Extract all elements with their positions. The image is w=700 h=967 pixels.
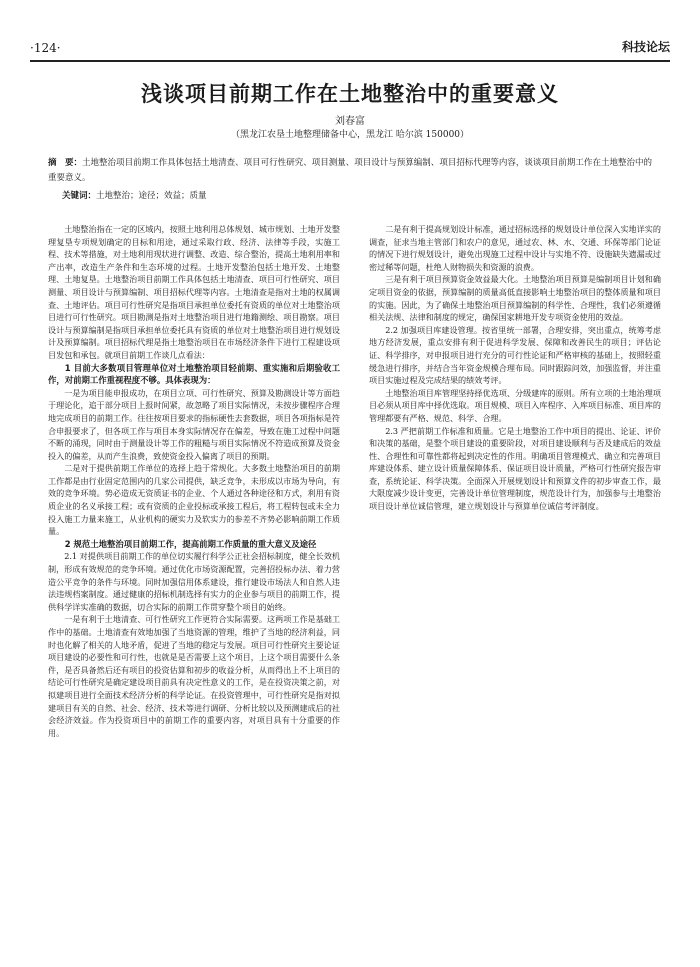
- body-paragraph: 一是为项目能申报成功，在项目立项、可行性研究、预算及勘测设计等方面趋于理论化，追于部分项目上报时间紧，故忽略了项目实际情况，未按步骤程序合理地完成项目的前期工作。往往按项目要求的指标硬性去套数据，项目各项指标是符合申报要求了，但各项工作与项目本身实际情况存在偏差，导致在施工过程中问题不断的涌现，同时由于测量设计等工作的粗糙与项目实际情况不符造成预算及资金投入的偏差，从而产生浪费，致使资金投入偏离了项目的预期。: [48, 387, 340, 461]
- left-text-column: [48, 223, 340, 739]
- abstract: [48, 156, 652, 186]
- right-text-column: [369, 223, 661, 513]
- abstract-label: 摘 要：: [48, 158, 83, 168]
- abstract-text: 土地整治项目前期工作具体包括土地清查、项目可行性研究、项目测量、项目设计与预算编制、项目招标代理等内容，谈谈项目前期工作在土地整治中的重要意义。: [48, 158, 652, 183]
- body-paragraph: 三是有利于项目预算资金效益最大化。土地整治项目预算是编制项目计划和确定项目资金的依据，预算编制的质量高低直接影响土地整治项目的整体质量和项目的实施。因此，为了确保土地整治项目预算编制的科学性、合理性，我们必须遵循相关法规、法律和制度的规定，确保国家耕地开发专项资金使用的效益。: [369, 274, 661, 323]
- body-paragraph: 土地整治指在一定的区域内，按照土地利用总体规划、城市规划、土地开发整理复垦专项规划确定的目标和用途，通过采取行政、经济、法律等手段，实施工程、技术等措施，对土地利用现状进行调整、改造、综合整治，提高土地利用率和产出率，改造生产条件和生态环境的过程。土地开发整治包括土地开发、土地整理、土地复垦。土地整治项目前期工作具体包括土地清查、项目可行性研究、项目测量、项目设计与预算编制、项目招标代理等内容。土地清查是指对土地的权属调查、土地评估。项目可行性研究是指项目承担单位委托有资质的单位对土地整治项目进行可行性研究。项目勘测是指对土地整治项目进行地籍测绘、项目勘察。项目设计与预算编制是指项目承担单位委托具有资质的单位对土地整治项目进行规划设计及预算编制。项目招标代理是指土地整治项目在市场经济条件下进行工程建设项目发包和承包。就项目前期工作谈几点看法：: [48, 224, 340, 360]
- author-affiliation: （黑龙江农垦土地整理储备中心，黑龙江 哈尔滨 150000）: [230, 130, 470, 140]
- keywords-label: 关键词：: [62, 191, 97, 201]
- body-paragraph: 二是对于提供前期工作单位的选择上趋于常规化。大多数土地整治项目的前期工作都是由行业固定范围内的几家公司提供，缺乏竞争，未形成以市场为导向，有效的竞争环境。势必造成无资质证书的企业、个人通过各种途径和方式，利用有资质企业的名义承接工程；或有资质的企业投标或承接工程后，将工程转包或未全力投入施工力量来施工，从业机构的硬实力及软实力的参差不齐势必影响前期工作质量。: [48, 463, 340, 537]
- body-paragraph: 土地整治项目库管理坚持择优选项、分级建库的原则。所有立项的土地治理项目必须从项目库中择优选取。项目规模、项目入库程序、入库项目标准、项目库的管理都要有严格、规范、科学、合理。: [369, 387, 661, 423]
- keywords: [62, 189, 652, 204]
- article-title: 浅谈项目前期工作在土地整治中的重要意义: [141, 82, 559, 106]
- page-number: ·124·: [30, 41, 61, 55]
- body-paragraph: 2.1 对提供项目前期工作的单位切实履行科学公正社会招标制度，健全长效机制，形成有效规范的竞争环境。通过优化市场资源配置，完善招投标办法、着力营造公平竞争的条件与环境。同时加强信用体系建设，推行建设市场法人和自然人违法违规档案制度。通过健康的招标机制选择有实力的企业参与项目的前期工作，提供科学详实准确的数据，切合实际的前期工作贯穿整个项目的始终。: [48, 551, 340, 612]
- keywords-text: 土地整治；途径；效益；质量: [96, 191, 207, 201]
- section-heading: 2 规范土地整治项目前期工作，提高前期工作质量的重大意义及途径: [64, 538, 317, 549]
- author-name: 刘春富: [335, 116, 365, 127]
- body-paragraph: 2.2 加强项目库建设管理。按省里统一部署，合理安排，突出重点，统筹考虑地方经济发展，重点安排有利于促进科学发展、保障和改善民生的项目；评估论证、科学排序，对申报项目进行充分的可行性论证和严格审核的基础上，按照轻重缓急进行排序，并结合当年资金规模合理布局。同时跟踪问效，加强监督，并注重项目实施过程及完成结果的绩效考评。: [369, 324, 661, 386]
- body-paragraph: 一是有利于土地清查、可行性研究工作更符合实际需要。这两项工作是基础工作中的基础。土地清查有效地加强了当地资源的管理，维护了当地的经济利益，同时也化解了相关的人地矛盾，促进了当地的稳定与发展。项目可行性研究主要论证项目建设的必要性和可行性，也就是是否需要上这个项目，上这个项目需要什么条件，是否具备然后还有项目的投资估算和初步的收益分析，从而得出上不上项目的结论可行性研究是确定建设项目前具有决定性意义的工作，是在投资决策之前，对拟建项目进行全面技术经济分析的科学论证。在投资管理中，可行性研究是指对拟建项目有关的自然、社会、经济、技术等进行调研、分析比较以及预测建成后的社会经济效益。作为投资项目中的前期工作的重要内容，对项目具有十分重要的作用。: [48, 614, 340, 738]
- journal-column-name: 科技论坛: [621, 40, 670, 54]
- section-heading: 1 目前大多数项目管理单位对土地整治项目轻前期、重实施和后期验收工作，对前期工作重视程度不够。具体表现为：: [48, 362, 340, 386]
- running-header: [30, 35, 670, 62]
- body-paragraph: 二是有利于提高规划设计标准，通过招标选择的规划设计单位深入实地详实的调查，征求当地主管部门和农户的意见，通过农、林、水、交通、环保等部门论证的情况下进行规划设计，避免出现施工过程中设计与实地不符、设施缺失遗漏或过密过稀等问题，杜绝人财物损失和资源的浪费。: [369, 224, 661, 272]
- body-paragraph: 2.3 严把前期工作标准和质量。它是土地整治工作中项目的提出、论证、评价和决策的基础，是整个项目建设的重要阶段，对项目建设顺利与否及建成后的效益性、合理性和可靠性都将起到决定性的作用。明确项目管理模式、确立和完善项目库建设体系、建立设计质量保障体系、保证项目设计质量，严格可行性研究报告审查，系统论证、科学决策。全面深入开展规划设计和预算文件的初步审查工作，最大限度减少设计变更，完善设计单位管理制度，规范设计行为，加强参与土地整治项目设计单位诚信管理，建立规划设计与预算单位诚信考评制度。: [369, 425, 661, 512]
